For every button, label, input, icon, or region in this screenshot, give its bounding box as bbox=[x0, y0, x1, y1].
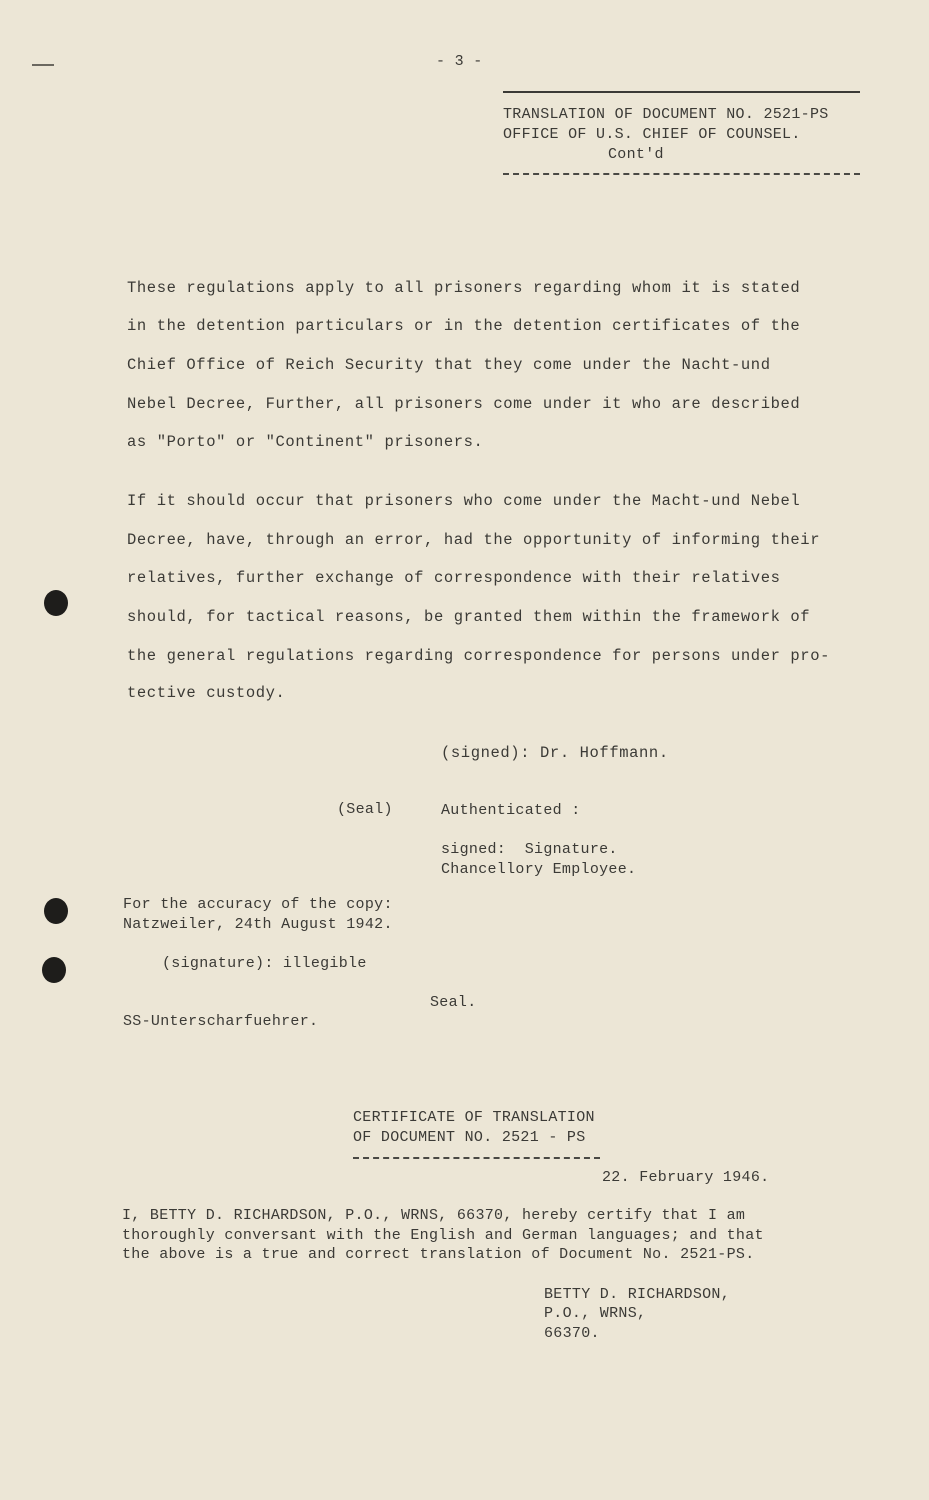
paragraph1-line-5: as "Porto" or "Continent" prisoners. bbox=[127, 433, 484, 451]
paragraph2-line-4: should, for tactical reasons, be granted them within the framework of bbox=[127, 608, 811, 626]
certificate-date: 22. February 1946. bbox=[602, 1169, 770, 1186]
authenticated-label: Authenticated : bbox=[441, 802, 581, 819]
paragraph1-line-1: These regulations apply to all prisoners regarding whom it is stated bbox=[127, 279, 801, 297]
paragraph2-line-3: relatives, further exchange of correspondence with their relatives bbox=[127, 569, 781, 587]
paragraph2-line-6: tective custody. bbox=[127, 684, 286, 702]
certificate-body-line-1: I, BETTY D. RICHARDSON, P.O., WRNS, 66370, hereby certify that I am bbox=[122, 1207, 746, 1224]
page-number: - 3 - bbox=[436, 53, 483, 70]
signer-rank: P.O., WRNS, bbox=[544, 1305, 647, 1322]
seal-label: (Seal) bbox=[337, 801, 393, 818]
paragraph2-line-5: the general regulations regarding correspondence for persons under pro- bbox=[127, 647, 831, 665]
punch-hole-middle bbox=[44, 898, 68, 924]
accuracy-line-1: For the accuracy of the copy: bbox=[123, 896, 393, 913]
rank-line: SS-Unterscharfuehrer. bbox=[123, 1013, 319, 1030]
signed-signature-line: signed: Signature. bbox=[441, 841, 618, 858]
punch-hole-top bbox=[44, 590, 68, 616]
certificate-body-line-3: the above is a true and correct translation of Document No. 2521-PS. bbox=[122, 1246, 755, 1263]
paragraph2-line-2: Decree, have, through an error, had the opportunity of informing their bbox=[127, 531, 821, 549]
signer-name: BETTY D. RICHARDSON, bbox=[544, 1286, 731, 1303]
paragraph2-line-1: If it should occur that prisoners who come under the Macht-und Nebel bbox=[127, 492, 801, 510]
header-title-line-1: TRANSLATION OF DOCUMENT NO. 2521-PS bbox=[503, 106, 829, 123]
signed-line: (signed): Dr. Hoffmann. bbox=[441, 744, 669, 762]
signer-number: 66370. bbox=[544, 1325, 600, 1342]
certificate-title-line-2: OF DOCUMENT NO. 2521 - PS bbox=[353, 1129, 586, 1146]
header-bottom-rule bbox=[503, 173, 860, 175]
paper-mark bbox=[32, 64, 54, 66]
header-title-line-3: Cont'd bbox=[608, 146, 664, 163]
paragraph1-line-3: Chief Office of Reich Security that they come under the Nacht-und bbox=[127, 356, 771, 374]
header-top-rule bbox=[503, 91, 860, 93]
certificate-body-line-2: thoroughly conversant with the English and German languages; and that bbox=[122, 1227, 764, 1244]
punch-hole-bottom bbox=[42, 957, 66, 983]
chancellory-employee-line: Chancellory Employee. bbox=[441, 861, 637, 878]
paragraph1-line-2: in the detention particulars or in the detention certificates of the bbox=[127, 317, 801, 335]
accuracy-line-2: Natzweiler, 24th August 1942. bbox=[123, 916, 393, 933]
signature-illegible-line: (signature): illegible bbox=[162, 955, 367, 972]
header-title-line-2: OFFICE OF U.S. CHIEF OF COUNSEL. bbox=[503, 126, 801, 143]
certificate-rule bbox=[353, 1157, 600, 1159]
seal-mark: Seal. bbox=[430, 994, 477, 1011]
paragraph1-line-4: Nebel Decree, Further, all prisoners come under it who are described bbox=[127, 395, 801, 413]
certificate-title-line-1: CERTIFICATE OF TRANSLATION bbox=[353, 1109, 595, 1126]
